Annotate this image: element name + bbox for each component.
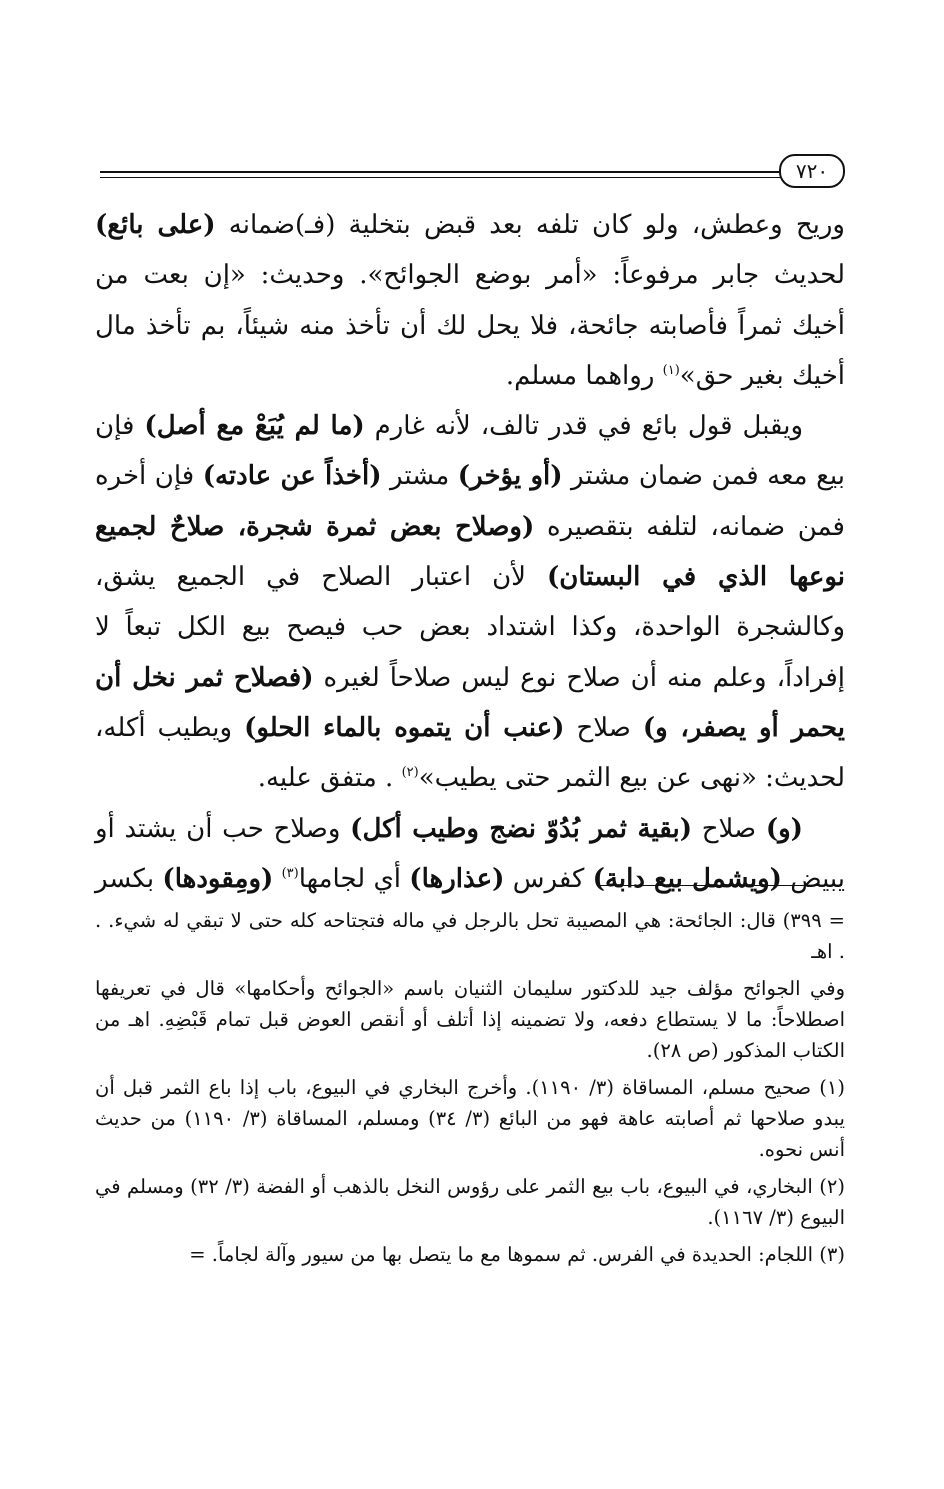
- paragraph-1: وريح وعطش، ولو كان تلفه بعد قبض بتخلية (فـ)ضمانه (على بائع) لحديث جابر مرفوعاً: «أمر بوضع الجوائح». وحديث: «إن بعت من أخيك ثمراً فأصابته جائحة، فلا يحل لك أن تأخذ منه شيئاً، بم تأخذ مال أخيك بغير حق»$^{(١)}$ رواهما مسلم.: [95, 210, 845, 391]
- footnote-separator: [600, 885, 842, 886]
- footnote-1: (١) صحيح مسلم، المساقاة (٣/ ١١٩٠). وأخرج البخاري في البيوع، باب إذا باع الثمر قبل أن يبدو صلاحها ثم أصابته عاهة فهو من البائع (٣/ ٣٤) ومسلم، المساقاة (٣/ ١١٩٠) من حديث أنس نحوه.: [95, 1076, 845, 1161]
- header-rule-thin: [100, 177, 785, 178]
- footnote-continued-2: وفي الجوائح مؤلف جيد للدكتور سليمان الثنيان باسم «الجوائح وأحكامها» قال في تعريفها اصطلاحاً: ما لا يستطاع دفعه، ولا تضمينه إذا أتلف أو أنقص العوض قبل تمام قَبْضِهِ. اهـ من الكتاب المذكور (ص ٢٨).: [95, 977, 845, 1062]
- footnote-marker-3[interactable]: (٣): [281, 865, 299, 881]
- header-rule-thick: [100, 171, 785, 173]
- footnote-continued: = ٣٩٩) قال: الجائحة: هي المصيبة تحل بالرجل في ماله فتجتاحه كله حتى لا تبقي له شيء. . . اهـ: [95, 909, 845, 963]
- footnotes: [95, 905, 845, 1270]
- page-number: ٧٢٠: [779, 154, 845, 188]
- footnote-marker-1[interactable]: (١): [662, 362, 680, 378]
- main-text: [95, 200, 845, 904]
- footnote-marker-2[interactable]: (٢): [401, 765, 419, 781]
- page-header: [100, 150, 845, 190]
- paragraph-2: ويقبل قول بائع في قدر تالف، لأنه غارم (ما لم يُبَعْ مع أصل) فإن بيع معه فمن ضمان مشتر (أو يؤخر) مشتر (أخذاً عن عادته) فإن أخره فمن ضمانه، لتلفه بتقصيره (وصلاح بعض ثمرة شجرة، صلاحٌ لجميع نوعها الذي في البستان) لأن اعتبار الصلاح في الجميع يشق، وكالشجرة الواحدة، وكذا اشتداد بعض حب فيصح بيع الكل تبعاً لا إفراداً، وعلم منه أن صلاح نوع ليس صلاحاً لغيره (فصلاح ثمر نخل أن يحمر أو يصفر، و) صلاح (عنب أن يتموه بالماء الحلو) ويطيب أكله، لحديث: «نهى عن بيع الثمر حتى يطيب»$^{(٢)}$ . متفق عليه.: [95, 411, 846, 794]
- footnote-3: (٣) اللجام: الحديدة في الفرس. ثم سموها مع ما يتصل بها من سيور وآلة لجاماً. =: [189, 1243, 845, 1266]
- footnote-2: (٢) البخاري، في البيوع، باب بيع الثمر على رؤوس النخل بالذهب أو الفضة (٣/ ٣٢) ومسلم في البيوع (٣/ ١١٦٧).: [95, 1175, 845, 1229]
- paragraph-3: (و) صلاح (بقية ثمر بُدُوّ نضج وطيب أكل) وصلاح حب أن يشتد أو يبيض (ويشمل بيع دابة) كفرس (عذارها) أي لجامها$^{(٣)}$ (ومِقودها) بكسر: [95, 813, 845, 894]
